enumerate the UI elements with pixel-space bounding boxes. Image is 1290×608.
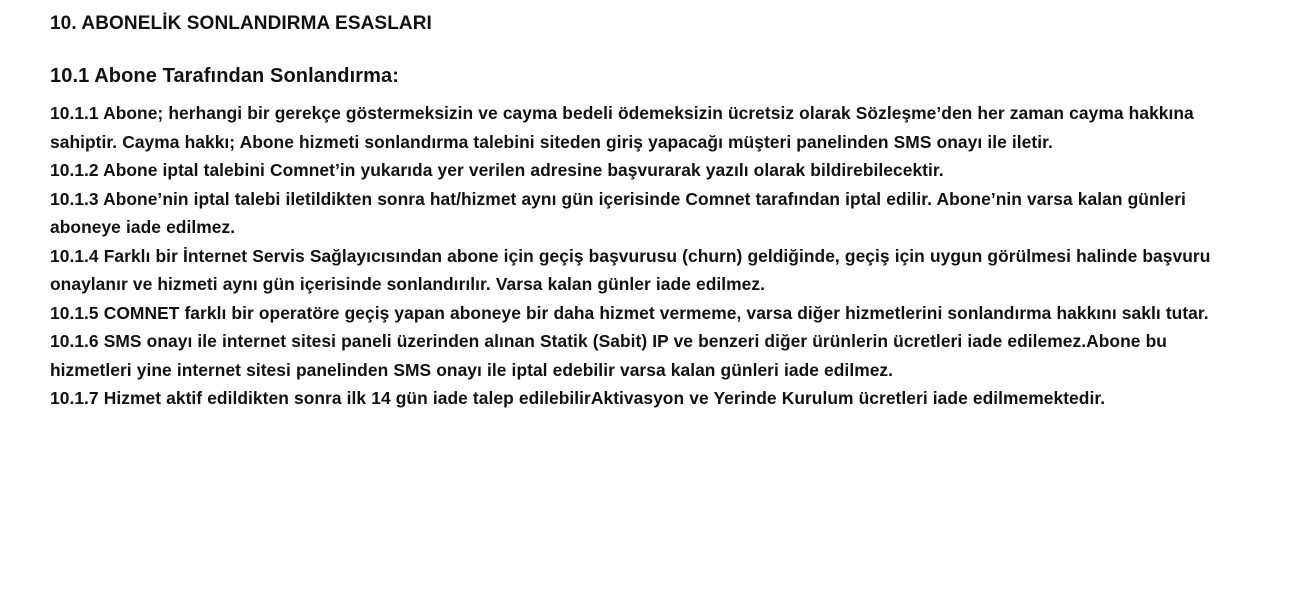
clause-10-1-2: 10.1.2 Abone iptal talebini Comnet’in yukarıda yer verilen adresine başvurarak yazılı olarak bildirebilecektir. bbox=[50, 160, 944, 180]
clause-list bbox=[50, 99, 1250, 413]
clause-10-1-5: 10.1.5 COMNET farklı bir operatöre geçiş yapan aboneye bir daha hizmet vermeme, varsa diğer hizmetlerini sonlandırma hakkını saklı tutar. bbox=[50, 302, 1209, 323]
clause-10-1-3: 10.1.3 Abone’nin iptal talebi iletildikten sonra hat/hizmet aynı gün içerisinde Comnet tarafından iptal edilir. Abone’nin varsa kalan günleri aboneye iade edilmez. bbox=[50, 188, 1186, 237]
subsection-title: 10.1 Abone Tarafından Sonlandırma: bbox=[50, 65, 400, 87]
clause-10-1-1: 10.1.1 Abone; herhangi bir gerekçe göstermeksizin ve cayma bedeli ödemeksizin ücretsiz olarak Sözleşme’den her zaman cayma hakkına sahiptir. Cayma hakkı; Abone hizmeti sonlandırma talebini siteden giriş yapacağı müşteri panelinden SMS onayı ile iletir. bbox=[50, 103, 1194, 152]
document-body bbox=[50, 10, 1250, 413]
section-title: 10. ABONELİK SONLANDIRMA ESASLARI bbox=[50, 13, 432, 34]
clause-10-1-6: 10.1.6 SMS onayı ile internet sitesi paneli üzerinden alınan Statik (Sabit) IP ve benzeri diğer ürünlerin ücretleri iade edilemez.Abone bu hizmetleri yine internet sitesi panelinden SMS onayı ile iptal edebilir varsa kalan günleri iade edilmez. bbox=[50, 331, 1167, 380]
clause-10-1-7: 10.1.7 Hizmet aktif edildikten sonra ilk 14 gün iade talep edilebilirAktivasyon ve Yerinde Kurulum ücretleri iade edilmemektedir. bbox=[50, 388, 1106, 408]
clause-10-1-4: 10.1.4 Farklı bir İnternet Servis Sağlayıcısından abone için geçiş başvurusu (churn) geldiğinde, geçiş için uygun görülmesi halinde başvuru onaylanır ve hizmeti aynı gün içerisinde sonlandırılır. Varsa kalan günler iade edilmez. bbox=[50, 245, 1211, 294]
